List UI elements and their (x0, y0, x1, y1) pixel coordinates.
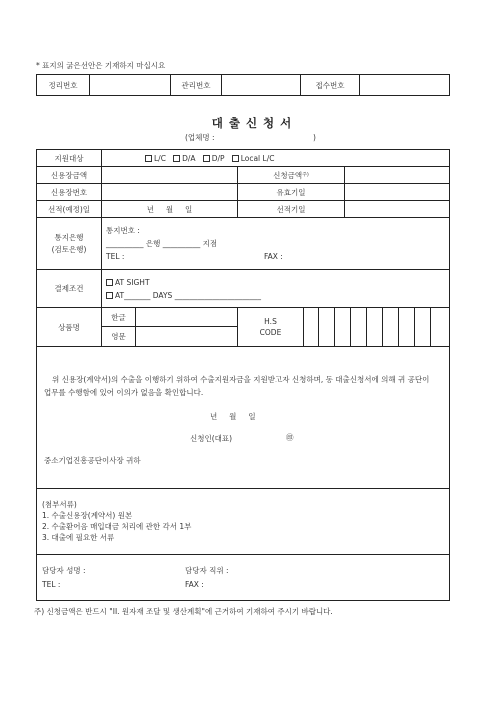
checkbox-icon (106, 279, 113, 286)
option-lc[interactable]: L/C (145, 154, 166, 163)
attachment-item: 3. 대출에 필요한 서류 (42, 533, 115, 542)
contact-name-label: 담당자 성명 : (42, 566, 86, 575)
bank-tel-label: TEL : (106, 252, 125, 261)
request-amount-field[interactable] (345, 167, 449, 183)
support-target-options (145, 154, 274, 163)
lc-number-label: 신용장번호 (50, 187, 88, 197)
attachments-title: (첨부서류) (42, 500, 77, 509)
option-at-sight[interactable]: AT SIGHT (106, 278, 150, 287)
product-english-field[interactable] (136, 327, 237, 346)
seal-icon: ㊞ (286, 433, 294, 442)
notice-text: * 표지의 굵은선안은 기재하지 마십시요 (36, 61, 166, 70)
latest-shipment-field[interactable] (345, 201, 449, 217)
checkbox-icon (145, 155, 152, 162)
bank-branch-line[interactable]: __________ 은행 __________ 지점 (106, 239, 218, 248)
expiry-date-field[interactable] (345, 184, 449, 200)
contact-fax-label: FAX : (185, 580, 204, 589)
option-da[interactable]: D/A (173, 154, 195, 163)
lc-number-field[interactable] (102, 184, 237, 200)
registry-number-label: 정리번호 (48, 80, 78, 90)
company-name-close: ) (313, 133, 316, 142)
receipt-number-label: 접수번호 (315, 80, 345, 90)
office-use-table (36, 74, 450, 96)
request-amount-note-mark: 주) (302, 172, 309, 178)
checkbox-icon (173, 155, 180, 162)
lc-amount-label: 신용장금액 (50, 170, 88, 180)
payment-terms-label: 결제조건 (54, 284, 84, 293)
application-statement: 위 신용장(계약서)의 수출을 이행하기 위하여 수출지원자금을 지원받고자 신청하며, 동 대출신청서에 의해 귀 공단이 업무를 수행함에 있어 이의가 없음을 확인합니다. (44, 375, 430, 397)
page-title: 대 출 신 청 서 (211, 116, 293, 130)
contact-position-label: 담당자 직위 : (185, 566, 229, 575)
recipient-text: 중소기업진흥공단이사장 귀하 (44, 456, 141, 465)
applicant-label: 신청인(대표) (190, 434, 233, 443)
advising-bank-label: 통지은행 (검토은행) (51, 233, 87, 254)
option-dp[interactable]: D/P (203, 154, 225, 163)
shipment-date-field[interactable]: 년 월 일 (146, 204, 193, 214)
product-korean-field[interactable] (136, 308, 237, 326)
advice-number-label: 통지번호 : (106, 226, 140, 235)
attachment-item: 2. 수출환어음 매입대금 처리에 관한 각서 1부 (42, 522, 192, 531)
option-at-days[interactable]: AT_______ DAYS _______________________ (106, 291, 261, 300)
contact-tel-label: TEL : (42, 580, 61, 589)
latest-shipment-label: 선적기일 (276, 204, 306, 214)
company-name-open: (업체명 : (185, 133, 215, 142)
product-korean-label: 한글 (111, 312, 126, 322)
bank-fax-label: FAX : (264, 252, 283, 261)
support-target-label: 지원대상 (54, 153, 84, 163)
product-english-label: 영문 (111, 332, 126, 341)
request-amount-label: 신청금액 주) (273, 170, 309, 180)
checkbox-icon (203, 155, 210, 162)
product-name-label: 상품명 (58, 322, 80, 332)
hs-code-label: H.S CODE (259, 317, 282, 337)
shipment-date-label: 선적(예정)일 (47, 204, 91, 214)
application-date[interactable]: 년 월 일 (210, 412, 256, 421)
lc-amount-field[interactable] (102, 167, 237, 183)
attachment-item: 1. 수출신용장(계약서) 원본 (42, 511, 133, 520)
checkbox-icon (106, 292, 113, 299)
management-number-label: 관리번호 (181, 80, 211, 90)
option-local-lc[interactable]: Local L/C (232, 154, 275, 163)
expiry-date-label: 유효기일 (276, 187, 306, 197)
checkbox-icon (232, 155, 239, 162)
footnote: 주) 신청금액은 반드시 "II. 원자재 조달 및 생산계획"에 근거하여 기재하여 주시기 바랍니다. (34, 607, 333, 616)
